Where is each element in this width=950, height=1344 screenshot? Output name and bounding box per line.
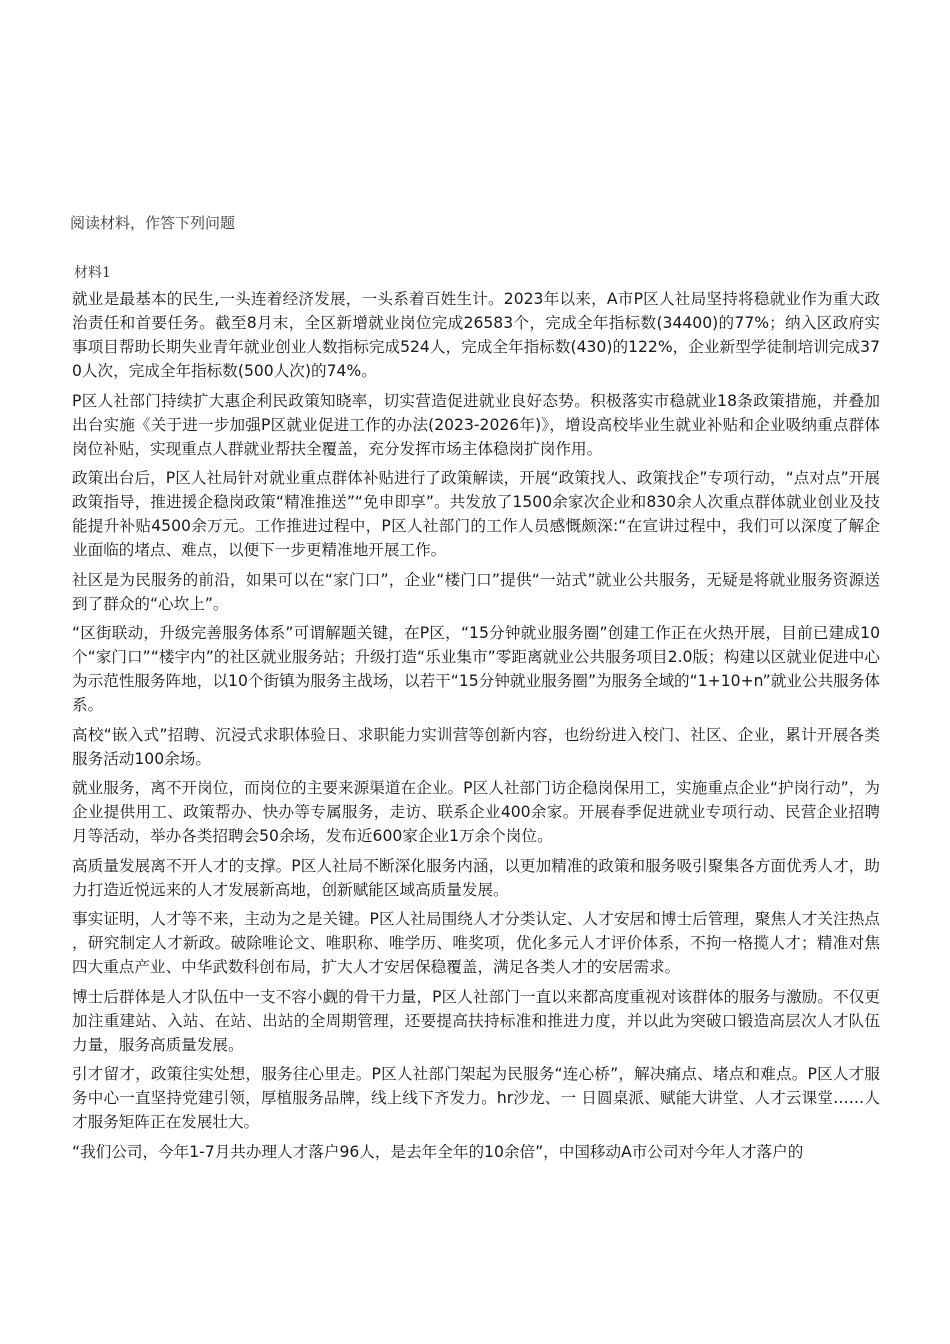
paragraph: 社区是为民服务的前沿，如果可以在“家门口”，企业“楼门口”提供“一站式”就业公共服务，无疑是将就业服务资源送到了群众的“心坎上”。 bbox=[72, 570, 880, 613]
paragraph: 政策出台后，P区人社局针对就业重点群体补贴进行了政策解读，开展“政策找人、政策找企”专项行动，“点对点”开展政策指导，推进援企稳岗政策“精准推送”“免申即享”。共发放了1500余家次企业和830余人次重点群体就业创业及技能提升补贴4500余万元。工作推进过程中，P区人社部门的工作人员感慨颇深:“在宣讲过程中，我们可以深度了解企业面临的堵点、难点，以便下一步更精准地开展工作。 bbox=[72, 469, 880, 559]
material-label: 材料1 bbox=[74, 265, 111, 281]
paragraph: P区人社部门持续扩大惠企利民政策知晓率，切实营造促进就业良好态势。积极落实市稳就业18条政策措施，并叠加出台实施《关于进一步加强P区就业促进工作的办法(2023-2026年)》，增设高校毕业生就业补贴和企业吸纳重点群体岗位补贴，实现重点人群就业帮扶全覆盖，充分发挥市场主体稳岗扩岗作用。 bbox=[72, 391, 880, 458]
paragraph: 博士后群体是人才队伍中一支不容小觑的骨干力量，P区人社部门一直以来都高度重视对该群体的服务与激励。不仅更加注重建站、入站、在站、出站的全周期管理，还要提高扶持标准和推进力度，并以此为突破口锻造高层次人才队伍力量，服务高质量发展。 bbox=[72, 987, 880, 1054]
paragraph: 就业是最基本的民生,一头连着经济发展，一头系着百姓生计。2023年以来，A市P区人社局坚持将稳就业作为重大政治责任和首要任务。截至8月末，全区新增就业岗位完成26583个，完成全年指标数(34400)的77%；纳入区政府实事项目帮助长期失业青年就业创业人数指标完成524人，完成全年指标数(430)的122%，企业新型学徒制培训完成370人次，完成全年指标数(500人次)的74%。 bbox=[72, 290, 880, 380]
paragraph: 引才留才，政策往实处想，服务往心里走。P区人社部门架起为民服务“连心桥”，解决痛点、堵点和难点。P区人才服务中心一直坚持党建引领，厚植服务品牌，线上线下齐发力。hr沙龙、一 日圆桌派、赋能大讲堂、人才云课堂……人才服务矩阵正在发展壮大。 bbox=[72, 1065, 880, 1131]
paragraph: “我们公司，今年1-7月共办理人才落户96人，是去年全年的10余倍”，中国移动A市公司对今年人才落户的 bbox=[72, 1142, 804, 1161]
question-instruction: 阅读材料，作答下列问题 bbox=[70, 214, 236, 232]
paragraph: 高质量发展离不开人才的支撑。P区人社局不断深化服务内涵，以更加精准的政策和服务吸引聚集各方面优秀人才，助力打造近悦远来的人才发展新高地，创新赋能区域高质量发展。 bbox=[72, 856, 880, 899]
paragraph: “区街联动，升级完善服务体系”可谓解题关键，在P区，“15分钟就业服务圈”创建工作正在火热开展，目前已建成10个“家门口”“楼宇内”的社区就业服务站；升级打造“乐业集市”零距离就业公共服务项目2.0版；构建以区就业促进中心为示范性服务阵地，以10个街镇为服务主战场，以若干“15分钟就业服务圈”为服务全域的“1+10+n”就业公共服务体系。 bbox=[72, 624, 880, 714]
paragraph: 高校“嵌入式”招聘、沉浸式求职体验日、求职能力实训营等创新内容，也纷纷进入校门、社区、企业，累计开展各类服务活动100余场。 bbox=[72, 725, 880, 768]
paragraph: 事实证明，人才等不来，主动为之是关键。P区人社局围绕人才分类认定、人才安居和博士后管理，聚焦人才关注热点，研究制定人才新政。破除唯论文、唯职称、唯学历、唯奖项，优化多元人才评价体系，不拘一格揽人才；精准对焦四大重点产业、中华武数科创布局，扩大人才安居保稳覆盖，满足各类人才的安居需求。 bbox=[72, 910, 880, 976]
material-body bbox=[72, 287, 880, 1169]
paragraph: 就业服务，离不开岗位，而岗位的主要来源渠道在企业。P区人社部门访企稳岗保用工，实施重点企业“护岗行动”，为企业提供用工、政策帮办、快办等专属服务，走访、联系企业400余家。开展春季促进就业专项行动、民营企业招聘月等活动，举办各类招聘会50余场，发布近600家企业1万余个岗位。 bbox=[72, 779, 880, 845]
